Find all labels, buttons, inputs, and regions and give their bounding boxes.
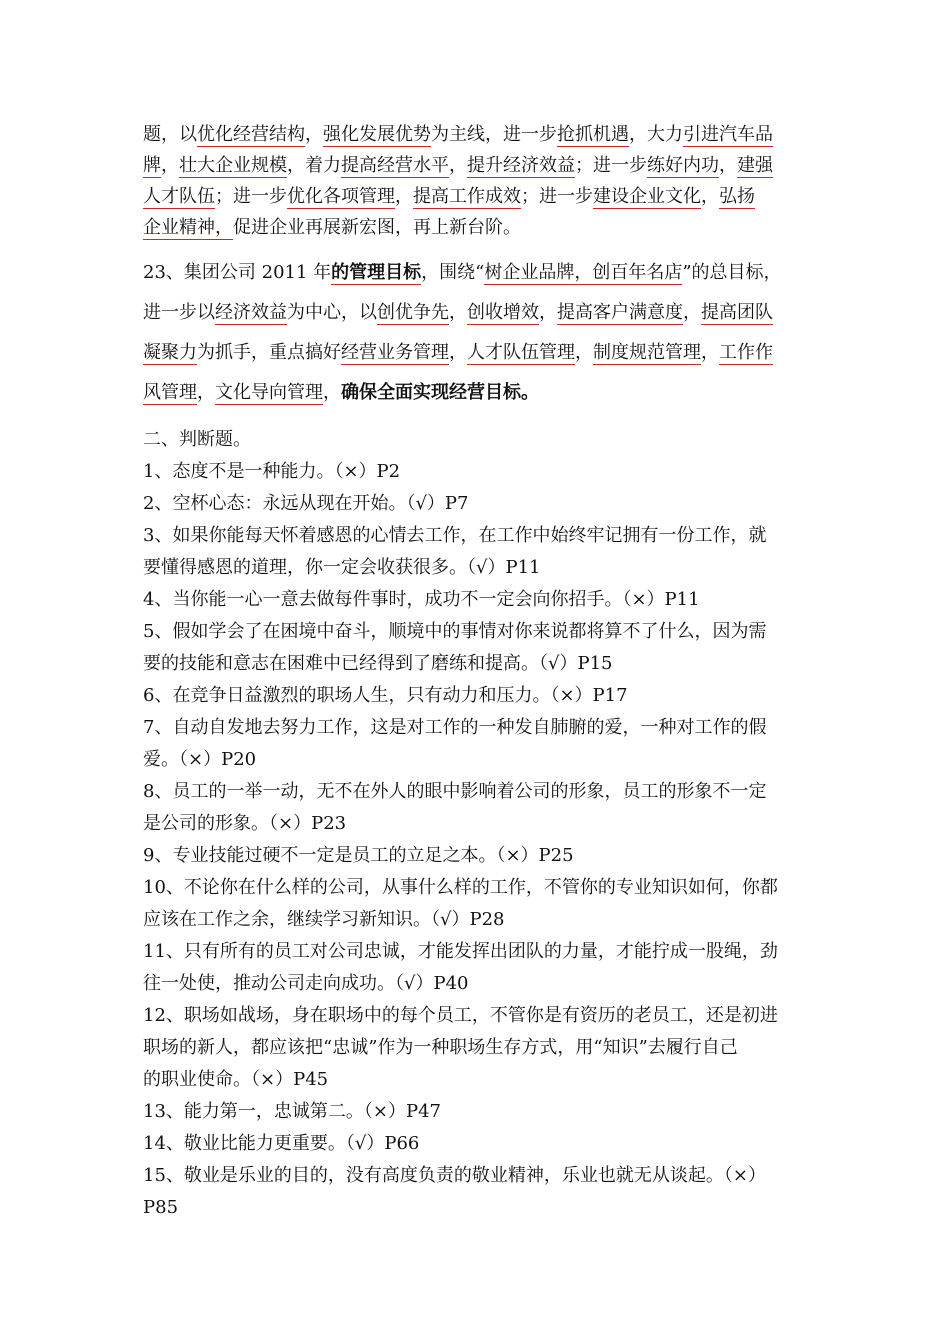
text-line bbox=[143, 212, 813, 243]
underlined-phrase: 创收增效 bbox=[467, 302, 539, 323]
underlined-phrase: 工作作 bbox=[719, 342, 773, 363]
text-line bbox=[143, 333, 813, 373]
underlined-phrase: 文化导向管理 bbox=[215, 382, 323, 403]
underlined-phrase: 练好内功 bbox=[647, 155, 719, 176]
section-heading: 二、判断题。 bbox=[143, 429, 251, 450]
text-run: ， bbox=[395, 186, 413, 207]
judgment-line: 4、当你能一心一意去做每件事时，成功不一定会向你招手。（×）P11 bbox=[143, 589, 700, 610]
underlined-phrase: 经济效益 bbox=[215, 302, 287, 323]
text-run: 为抓手，重点搞好 bbox=[197, 342, 341, 363]
judgment-line: 8、员工的一举一动，无不在外人的眼中影响着公司的形象，员工的形象不一定 bbox=[143, 781, 767, 802]
judgment-line: 10、不论你在什么样的公司，从事什么样的工作，不管你的专业知识如何，你都 bbox=[143, 877, 778, 898]
text-line bbox=[143, 253, 813, 293]
judgment-line: 13、能力第一，忠诚第二。（×）P47 bbox=[143, 1101, 442, 1122]
underlined-phrase: 人才队伍 bbox=[143, 186, 215, 207]
judgment-line: P85 bbox=[143, 1197, 179, 1218]
text-run: ， bbox=[161, 155, 179, 176]
underlined-phrase: 引进汽车品 bbox=[683, 124, 773, 145]
text-run: ， bbox=[305, 124, 323, 145]
judgment-line: 9、专业技能过硬不一定是员工的立足之本。（×）P25 bbox=[143, 845, 574, 866]
text-run: ， bbox=[449, 155, 467, 176]
judgment-line: 12、职场如战场，身在职场中的每个员工，不管你是有资历的老员工，还是初进 bbox=[143, 1005, 778, 1026]
paragraph-item-23 bbox=[143, 253, 813, 413]
text-run: ， bbox=[701, 186, 719, 207]
text-run: ， bbox=[683, 302, 701, 323]
text-run: ”的总目标， bbox=[682, 262, 782, 283]
underlined-phrase: 提高工作成效 bbox=[413, 186, 521, 207]
judgment-line: 15、敬业是乐业的目的，没有高度负责的敬业精神，乐业也就无从谈起。（×） bbox=[143, 1165, 766, 1186]
judgment-line: 14、敬业比能力更重要。（√）P66 bbox=[143, 1133, 420, 1154]
text-run: ；进一步 bbox=[521, 186, 593, 207]
text-run: 确保全面实现经营目标。 bbox=[341, 382, 539, 403]
text-run: 题，以 bbox=[143, 124, 197, 145]
judgment-line: 应该在工作之余，继续学习新知识。（√）P28 bbox=[143, 909, 505, 930]
judgment-line: 1、态度不是一种能力。（×）P2 bbox=[143, 461, 401, 482]
underlined-phrase: 创优争先 bbox=[377, 302, 449, 323]
text-run: ， bbox=[701, 342, 719, 363]
text-line bbox=[143, 150, 813, 181]
underlined-phrase: 弘扬 bbox=[719, 186, 755, 207]
judgment-line: 7、自动自发地去努力工作，这是对工作的一种发自肺腑的爱，一种对工作的假 bbox=[143, 717, 767, 738]
text-run: 23、集团公司 2011 年 bbox=[143, 262, 332, 283]
judgment-line: 职场的新人，都应该把“忠诚”作为一种职场生存方式，用“知识”去履行自己 bbox=[143, 1037, 738, 1058]
underlined-phrase: 风管理 bbox=[143, 382, 197, 403]
underlined-phrase: 人才队伍管理 bbox=[467, 342, 575, 363]
text-run: ，围绕“ bbox=[421, 262, 485, 283]
text-line bbox=[143, 181, 813, 212]
underlined-phrase: 建设企业文化 bbox=[593, 186, 701, 207]
text-run: 进一步以 bbox=[143, 302, 215, 323]
underlined-phrase: 经营业务管理 bbox=[341, 342, 449, 363]
text-line bbox=[143, 293, 813, 333]
text-run: ， bbox=[539, 302, 557, 323]
underlined-phrase: 优化经营结构 bbox=[197, 124, 305, 145]
judgment-line: 是公司的形象。（×）P23 bbox=[143, 813, 347, 834]
underlined-phrase: 提升经济效益 bbox=[467, 155, 575, 176]
judgment-line: 3、如果你能每天怀着感恩的心情去工作，在工作中始终牢记拥有一份工作，就 bbox=[143, 525, 767, 546]
section-true-false bbox=[143, 424, 813, 1224]
underlined-phrase: 建强 bbox=[737, 155, 773, 176]
judgment-line: 往一处使，推动公司走向成功。（√）P40 bbox=[143, 973, 469, 994]
underlined-phrase: 的管理目标 bbox=[331, 262, 422, 283]
text-run: ， bbox=[719, 155, 737, 176]
text-run: ；进一步 bbox=[575, 155, 647, 176]
underlined-phrase: 抢抓机遇 bbox=[557, 124, 629, 145]
text-run: ， bbox=[449, 342, 467, 363]
underlined-phrase: 强化发展优势 bbox=[323, 124, 431, 145]
judgment-line: 11、只有所有的员工对公司忠诚，才能发挥出团队的力量，才能拧成一股绳，劲 bbox=[143, 941, 778, 962]
text-run: ， bbox=[323, 382, 341, 403]
text-run: ， bbox=[575, 342, 593, 363]
judgment-line: 5、假如学会了在困境中奋斗，顺境中的事情对你来说都将算不了什么，因为需 bbox=[143, 621, 767, 642]
underlined-phrase: 优化各项管理 bbox=[287, 186, 395, 207]
judgment-line: 2、空杯心态：永远从现在开始。（√）P7 bbox=[143, 493, 469, 514]
judgment-line: 爱。（×）P20 bbox=[143, 749, 257, 770]
text-run: ， bbox=[197, 382, 215, 403]
text-run: ，着力 bbox=[287, 155, 341, 176]
underlined-phrase: 壮大企业规模 bbox=[179, 155, 287, 176]
text-line bbox=[143, 373, 813, 413]
underlined-phrase: 提高团队 bbox=[701, 302, 773, 323]
judgment-line: 要的技能和意志在困难中已经得到了磨练和提高。（√）P15 bbox=[143, 653, 613, 674]
judgment-line: 要懂得感恩的道理，你一定会收获很多。（√）P11 bbox=[143, 557, 541, 578]
text-run: 为中心，以 bbox=[287, 302, 377, 323]
underlined-phrase: 提高客户满意度 bbox=[557, 302, 683, 323]
underlined-phrase: 提高经营水平 bbox=[341, 155, 449, 176]
text-run: ，大力 bbox=[629, 124, 683, 145]
text-line bbox=[143, 119, 813, 150]
underlined-phrase: 制度规范管理 bbox=[593, 342, 701, 363]
text-run: 为主线，进一步 bbox=[431, 124, 557, 145]
judgment-line: 的职业使命。（×）P45 bbox=[143, 1069, 329, 1090]
underlined-phrase: 牌 bbox=[143, 155, 161, 176]
judgment-line: 6、在竞争日益激烈的职场人生，只有动力和压力。（×）P17 bbox=[143, 685, 628, 706]
text-run: 促进企业再展新宏图，再上新台阶。 bbox=[233, 217, 521, 238]
underlined-phrase: 树企业品牌，创百年名店 bbox=[484, 262, 683, 283]
underlined-phrase: 企业精神， bbox=[143, 217, 233, 238]
underlined-phrase: 凝聚力 bbox=[143, 342, 197, 363]
text-run: ；进一步 bbox=[215, 186, 287, 207]
text-run: ， bbox=[449, 302, 467, 323]
paragraph-strategy bbox=[143, 119, 813, 243]
